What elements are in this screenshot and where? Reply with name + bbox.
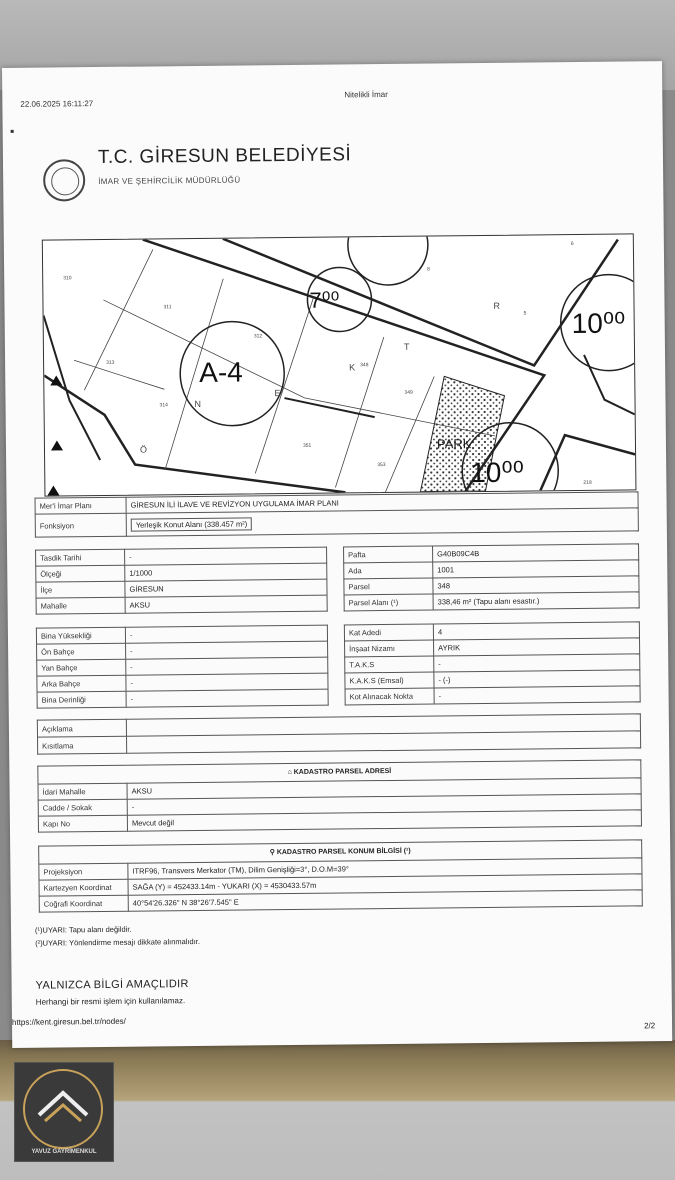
house-roof-icon <box>25 1071 101 1147</box>
parcel-number: 311 <box>163 304 172 311</box>
parcel-number: 314 <box>159 402 168 409</box>
zoning-map-drawing <box>43 234 636 495</box>
remarks-table: Açıklama Kısıtlama <box>37 713 641 754</box>
construction-rules-table: Kat Adedi 4 İnşaat Nizamı AYRIK T.A.K.S - K.A.K.S (Emsal) - (-) Kot Alınacak Nokta - <box>344 621 641 705</box>
street-letter: Ö <box>139 444 148 455</box>
zoning-map <box>42 233 637 496</box>
home-icon: ⌂ <box>287 768 294 777</box>
address-table: ⌂ KADASTRO PARSEL ADRESİ İdari Mahalle AKSU Cadde / Sokak - Kapı No Mevcut değil <box>37 759 642 832</box>
parcel-number: 218 <box>583 479 592 486</box>
location-heading: KADASTRO PARSEL KONUM BİLGİSİ (¹) <box>276 847 411 857</box>
street-letter: E <box>274 388 281 399</box>
warning-note: (²)UYARI: Yönlendirme mesajı dikkate alınmalıdır. <box>35 936 201 948</box>
parcel-number: 351 <box>302 442 312 449</box>
street-letter: K <box>349 362 356 373</box>
document-subtitle: İMAR VE ŞEHİRCİLİK MÜDÜRLÜĞÜ <box>98 175 241 186</box>
location-info-table: Tasdik Tarihi - Ölçeği 1/1000 İlçe GİRESUN Mahalle AKSU <box>35 547 328 615</box>
parcel-number: 5 <box>523 310 527 317</box>
zone-label: A-4 <box>199 356 243 388</box>
source-url[interactable]: https://kent.giresun.bel.tr/nodes/ <box>11 1016 126 1027</box>
document-page <box>2 61 672 1048</box>
street-letter: N <box>194 398 202 410</box>
parcel-number: 349 <box>404 389 413 396</box>
header-center-text: Nitelikli İmar <box>344 89 388 100</box>
zone-label: 10⁰⁰ <box>470 456 525 489</box>
document-title: T.C. GİRESUN BELEDİYESİ <box>97 144 352 168</box>
park-label: PARK <box>436 436 472 452</box>
parcel-info-table: Pafta G40B09C4B Ada 1001 Parsel 348 Parsel Alanı (¹) 338,46 m² (Tapu alanı esastır.) <box>343 543 640 611</box>
info-only-text: Herhangi bir resmi işlem için kullanılamaz. <box>35 996 186 1007</box>
agency-name: YAVUZ GAYRİMENKUL <box>31 1149 97 1155</box>
parcel-number: 353 <box>377 462 386 469</box>
parcel-number: 348 <box>360 362 369 369</box>
parcel-number: 8 <box>427 266 430 273</box>
margin-dot <box>11 130 14 133</box>
parcel-number: 312 <box>253 333 263 340</box>
function-value: Yerleşik Konut Alanı (338.457 m²) <box>131 517 253 531</box>
zone-label: 7⁰⁰ <box>309 287 340 313</box>
location-pin-icon: ⚲ <box>269 849 277 857</box>
plan-table: Mer'i İmar Planı GİRESUN İLİ İLAVE VE REVİZYON UYGULAMA İMAR PLANI Fonksiyon Yerleşik Konut Alanı (338.457 m²) <box>35 491 639 537</box>
street-letter: T <box>403 341 410 352</box>
parcel-number: 310 <box>63 275 72 282</box>
info-only-heading: YALNIZCA BİLGİ AMAÇLIDIR <box>35 978 189 992</box>
parcel-number: 6 <box>570 241 574 248</box>
warning-note: (¹)UYARI: Tapu alanı değildir. <box>34 924 132 935</box>
parcel-number: 313 <box>106 359 115 366</box>
coordinates-table: ⚲ KADASTRO PARSEL KONUM BİLGİSİ (¹) Projeksiyon ITRF96, Transvers Merkator (TM), Dilim Genişliği=3°, D.O.M=39° Kartezyen Koordinat SAĞA (Y) = 452433.14m - YUKARI (X) = 4530433.57m Coğrafi Koordinat 40°54'26.326" N 38°26'7.545" E <box>38 839 643 912</box>
building-setback-table: Bina Yüksekliği - Ön Bahçe - Yan Bahçe - Arka Bahçe - Bina Derinliği - <box>36 625 329 709</box>
address-heading: KADASTRO PARSEL ADRESİ <box>293 767 392 776</box>
street-letter: R <box>493 300 501 311</box>
print-timestamp: 22.06.2025 16:11:27 <box>20 99 94 109</box>
agency-logo <box>14 1062 114 1162</box>
zone-label: 10⁰⁰ <box>571 307 626 340</box>
page-number: 2/2 <box>644 1021 656 1031</box>
municipality-seal <box>43 159 85 201</box>
